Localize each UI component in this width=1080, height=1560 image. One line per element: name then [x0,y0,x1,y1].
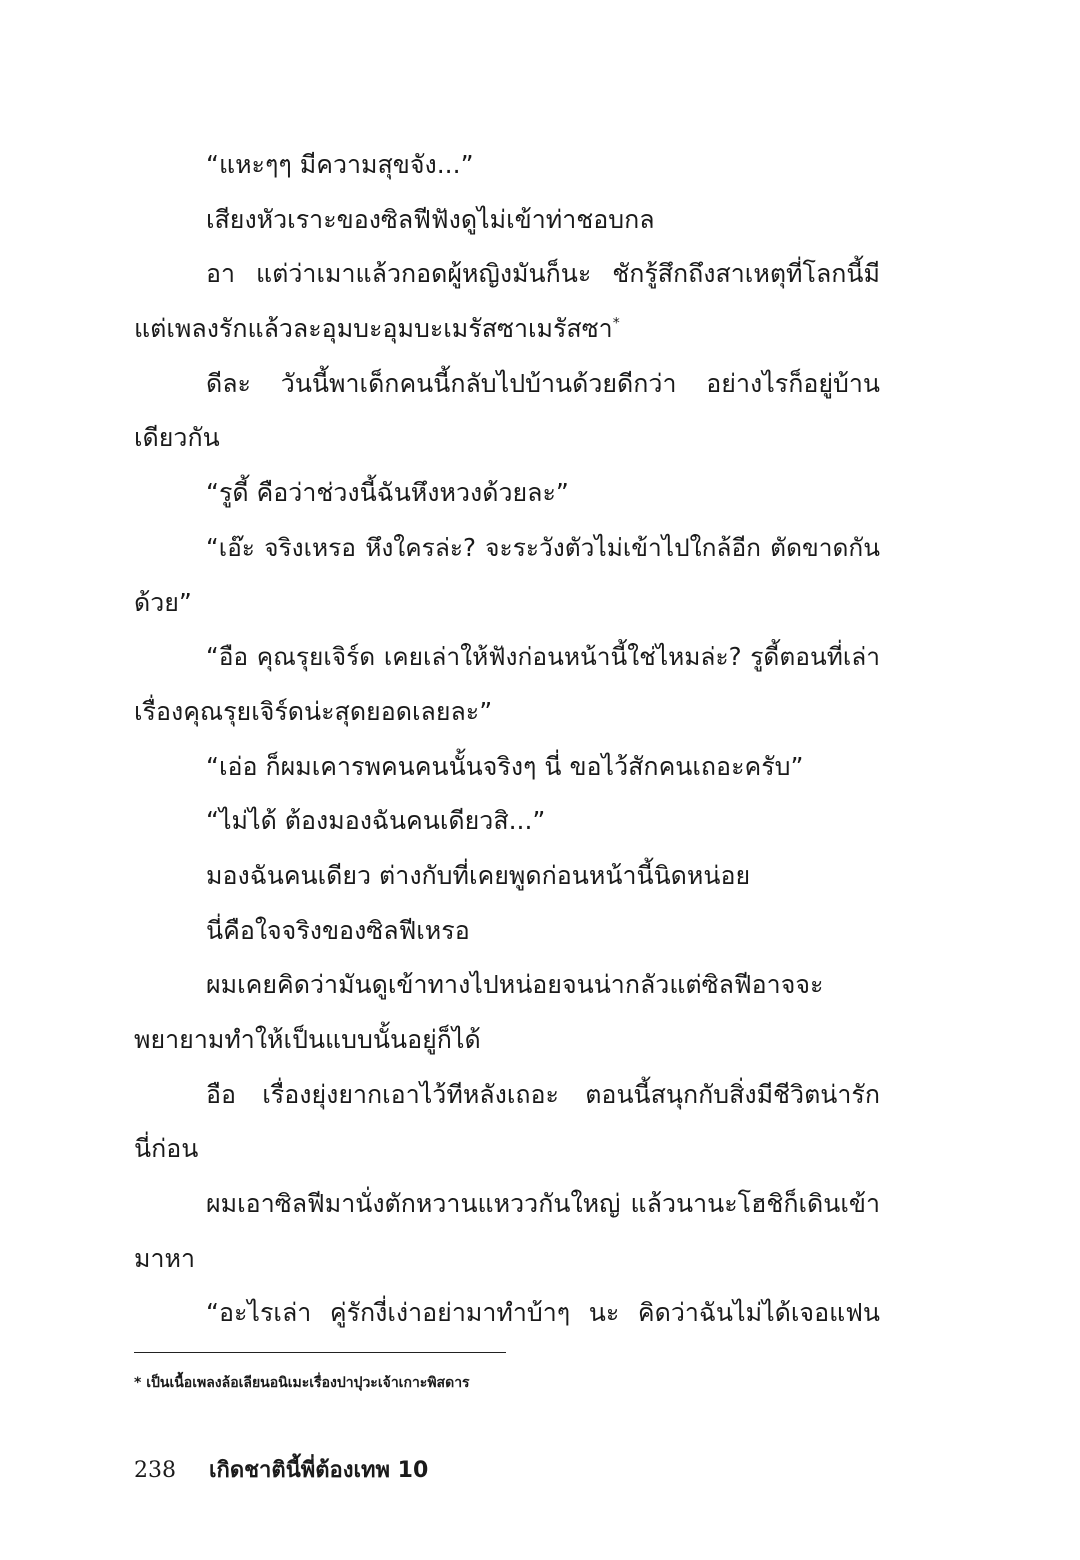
text-line-content: นี่คือใจจริงของซิลฟีเหรอ [206,915,470,945]
text-line-content: นี่ก่อน [134,1134,199,1164]
page-footer [134,1452,428,1487]
footnote-marker: * [612,315,620,332]
text-line [134,685,880,740]
text-line-content: ผมเอาซิลฟีมานั่งตักหวานแหววกันใหญ่ แล้วนานะโฮชิก็เดินเข้า [206,1189,880,1219]
text-line-content: เสียงหัวเราะของซิลฟีฟังดูไม่เข้าท่าชอบกล [206,204,655,234]
text-line [134,302,880,357]
text-line [134,1068,880,1123]
text-line [134,357,880,412]
text-line [134,1286,880,1341]
book-title: เกิดชาตินี้พี่ต้องเทพ 10 [209,1458,429,1483]
text-line-content: อา แต่ว่าเมาแล้วกอดผู้หญิงมันก็นะ ชักรู้สึกถึงสาเหตุที่โลกนี้มี [206,259,880,289]
text-line-content: เดียวกัน [134,423,220,453]
text-line [134,794,880,849]
text-line-content: “รูดี้ คือว่าช่วงนี้ฉันหึงหวงด้วยละ” [206,478,569,508]
footnote-divider [134,1352,506,1353]
text-line [134,576,880,631]
text-line-content: “ไม่ได้ ต้องมองฉันคนเดียวสิ...” [206,806,546,836]
text-line-content: “เอ่อ ก็ผมเคารพคนคนนั้นจริงๆ นี่ ขอไว้สักคนเถอะครับ” [206,751,804,781]
text-line-content: “อือ คุณรุยเจิร์ด เคยเล่าให้ฟังก่อนหน้านี้ใช่ไหมล่ะ? รูดี้ตอนที่เล่า [206,642,880,672]
text-line [134,958,880,1013]
text-line [134,521,880,576]
text-line-content: พยายามทำให้เป็นแบบนั้นอยู่ก็ได้ [134,1025,481,1054]
text-line [134,247,880,302]
text-line-content: “แหะๆๆ มีความสุขจัง...” [206,150,474,179]
text-line-content: มาหา [134,1243,196,1273]
text-line [134,411,880,466]
text-line [134,1232,880,1287]
text-line-content: ดีละ วันนี้พาเด็กคนนี้กลับไปบ้านด้วยดีกว่า อย่างไรก็อยู่บ้าน [206,368,880,398]
page-number: 238 [134,1458,176,1483]
text-line-content: อือ เรื่องยุ่งยากเอาไว้ทีหลังเถอะ ตอนนี้สนุกกับสิ่งมีชีวิตน่ารัก [206,1079,880,1109]
text-line [134,193,880,248]
text-line [134,1177,880,1232]
text-line-content: เรื่องคุณรุยเจิร์ดน่ะสุดยอดเลยละ” [134,696,493,726]
text-line-content: มองฉันคนเดียว ต่างกับที่เคยพูดก่อนหน้านี้นิดหน่อย [206,860,751,890]
body-text [134,138,880,1341]
footnote: * เป็นเนื้อเพลงล้อเลียนอนิเมะเรื่องปาปุวะเจ้าเกาะพิสดาร [134,1375,470,1391]
text-line [134,138,880,193]
text-line-content: ผมเคยคิดว่ามันดูเข้าทางไปหน่อยจนน่ากลัวแต่ซิลฟีอาจจะ [206,970,824,1000]
text-line [134,630,880,685]
text-line [134,466,880,521]
text-line [134,1013,880,1068]
text-line-content: ด้วย” [134,587,192,617]
text-line-content: แต่เพลงรักแล้วละอุมบะอุมบะเมรัสซาเมรัสซา [134,314,613,344]
text-line [134,904,880,959]
text-line [134,1122,880,1177]
text-line [134,849,880,904]
text-line [134,740,880,795]
text-line-content: “อะไรเล่า คู่รักงี่เง่าอย่ามาทำบ้าๆ นะ คิดว่าฉันไม่ได้เจอแฟน [206,1298,880,1328]
text-line-content: “เอ๊ะ จริงเหรอ หึงใครล่ะ? จะระวังตัวไม่เข้าไปใกล้อีก ตัดขาดกัน [206,532,880,562]
